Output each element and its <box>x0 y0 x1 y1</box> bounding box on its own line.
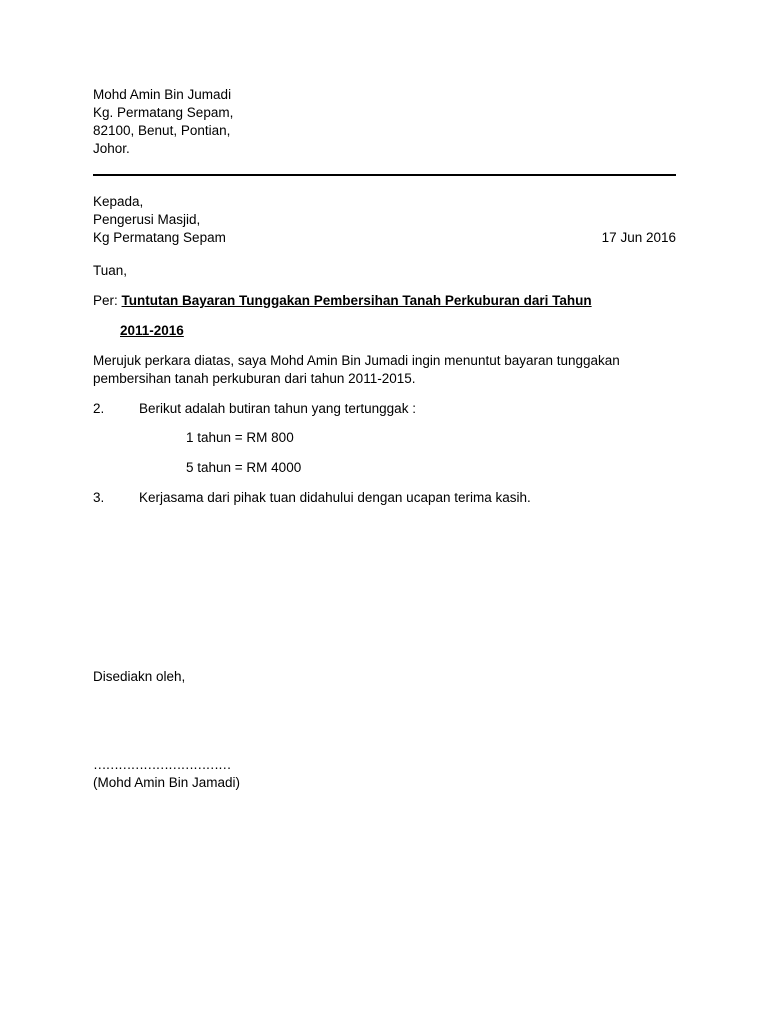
sender-address-line1: Kg. Permatang Sepam, <box>93 105 234 120</box>
item3-text: Kerjasama dari pihak tuan didahului dengan ucapan terima kasih. <box>139 490 531 505</box>
header-divider <box>93 174 676 176</box>
breakdown-item: 1 tahun = RM 800 <box>186 430 294 445</box>
item2-text: Berikut adalah butiran tahun yang tertunggak : <box>139 401 416 416</box>
prepared-by: Disediakn oleh, <box>93 669 186 684</box>
paragraph1-line2: pembersihan tanah perkuburan dari tahun 2011-2015. <box>93 371 416 386</box>
signatory-name: (Mohd Amin Bin Jamadi) <box>93 775 241 790</box>
item2-number: 2. <box>93 401 105 416</box>
letter-date: 17 Jun 2016 <box>601 230 676 245</box>
greeting: Tuan, <box>93 263 128 278</box>
recipient-to: Kepada, <box>93 194 144 209</box>
sender-name: Mohd Amin Bin Jumadi <box>93 87 232 102</box>
recipient-title: Pengerusi Masjid, <box>93 212 201 227</box>
sender-address-line2: 82100, Benut, Pontian, <box>93 123 231 138</box>
item3-number: 3. <box>93 490 105 505</box>
subject-title-line1: Tuntutan Bayaran Tunggakan Pembersihan Tanah Perkuburan dari Tahun <box>121 293 592 308</box>
signature-line: …………………………… <box>93 757 231 772</box>
subject-line <box>93 292 592 310</box>
paragraph1-line1: Merujuk perkara diatas, saya Mohd Amin Bin Jumadi ingin menuntut bayaran tunggakan <box>93 353 620 368</box>
recipient-location: Kg Permatang Sepam <box>93 230 226 245</box>
sender-address-line3: Johor. <box>93 141 130 156</box>
subject-prefix: Per: <box>93 293 118 308</box>
breakdown-item: 5 tahun = RM 4000 <box>186 460 302 475</box>
subject-title-line2: 2011-2016 <box>120 323 184 338</box>
